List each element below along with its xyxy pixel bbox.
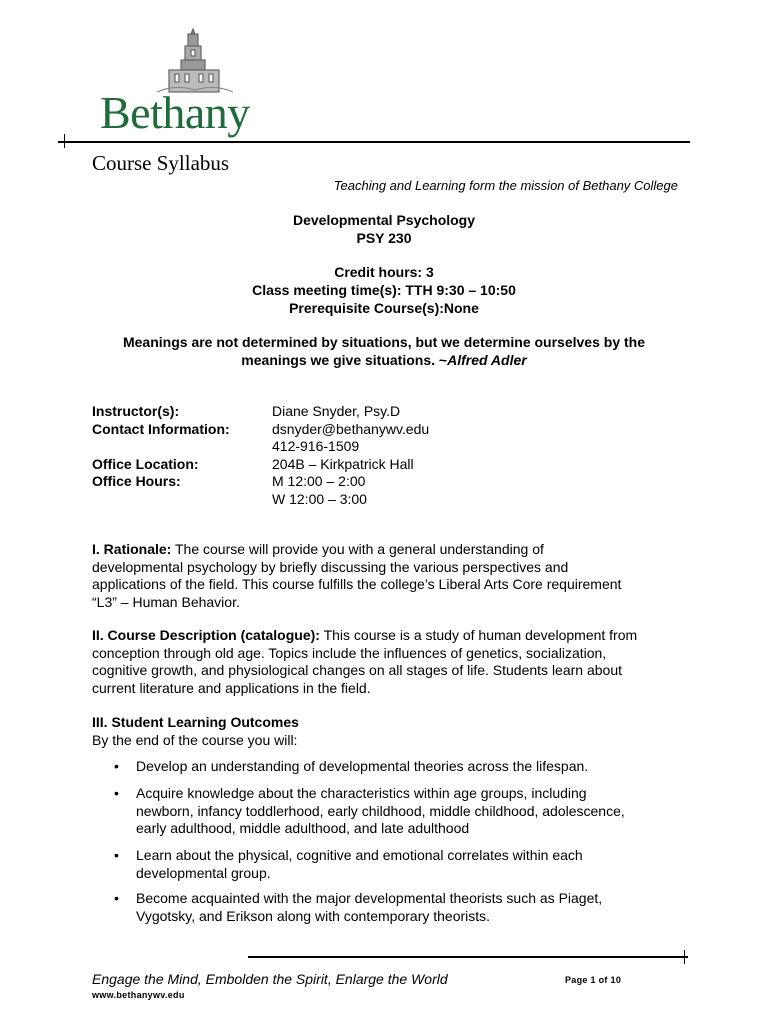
info-label [92, 491, 272, 509]
list-item [92, 847, 583, 882]
header-divider [58, 141, 690, 143]
info-label: Contact Information: [92, 420, 230, 437]
info-value: M 12:00 – 2:00 [272, 473, 366, 489]
rationale-line: “L3” – Human Behavior. [92, 593, 240, 610]
list-item-line: Develop an understanding of developmental theories across the lifespan. [136, 758, 589, 774]
outcomes-heading: III. Student Learning Outcomes [92, 714, 299, 730]
description-line: cognitive growth, and physiological changes on all stages of life. Students learn about [92, 662, 623, 678]
description-heading: II. Course Description (catalogue): [92, 627, 320, 643]
rationale-heading: I. Rationale: [92, 541, 172, 557]
list-item [92, 785, 625, 838]
list-item [92, 758, 588, 776]
info-row [92, 438, 429, 456]
description-line: This course is a study of human development from [319, 627, 638, 643]
bullet-icon: • [114, 847, 119, 863]
bullet-icon: • [114, 890, 119, 906]
outcomes-section [92, 714, 688, 749]
course-code: PSY 230 [356, 230, 412, 246]
info-row [92, 421, 429, 439]
rationale-line: The course will provide you with a general understanding of [171, 541, 544, 557]
footer-motto: Engage the Mind, Embolden the Spirit, Enlarge the World [92, 971, 448, 987]
info-value: 204B – Kirkpatrick Hall [272, 455, 414, 472]
info-label: Office Hours: [92, 473, 181, 489]
footer-divider [248, 956, 688, 958]
quote-line-1: Meanings are not determined by situations, but we determine ourselves by the [122, 334, 645, 350]
list-item-line: Acquire knowledge about the characteristics within age groups, including [136, 785, 587, 801]
rationale-line: applications of the field. This course fulfills the college’s Liberal Arts Core requirement [92, 576, 622, 592]
footer-divider-tick [684, 950, 685, 964]
list-item [92, 890, 602, 925]
course-heading [92, 211, 676, 247]
course-name: Developmental Psychology [292, 212, 476, 228]
list-item-line: Learn about the physical, cognitive and emotional correlates within each [136, 847, 583, 863]
page-number: Page 1 of 10 [565, 975, 622, 985]
quote-author: Alfred Adler [447, 352, 527, 368]
info-label [92, 438, 272, 456]
bullet-icon: • [114, 785, 119, 801]
description-line: conception through old age. Topics include the influences of genetics, socialization, [92, 644, 607, 661]
list-item-line: Become acquainted with the major developmental theorists such as Piaget, [136, 890, 603, 906]
tagline: Teaching and Learning form the mission of Bethany College [333, 178, 678, 193]
meeting-time: Class meeting time(s): TTH 9:30 – 10:50 [252, 282, 516, 298]
footer-url[interactable]: www.bethanywv.edu [92, 990, 185, 1000]
course-details [92, 263, 676, 317]
quote-line-2: meanings we give situations. ~ [241, 352, 448, 368]
bethany-logo [95, 28, 295, 138]
description-section [92, 627, 688, 697]
outcomes-intro: By the end of the course you will: [92, 731, 298, 748]
info-row [92, 403, 429, 421]
page-title: Course Syllabus [92, 151, 230, 175]
list-item-line: developmental group. [136, 864, 271, 881]
info-row [92, 491, 429, 509]
info-value: W 12:00 – 3:00 [272, 490, 367, 507]
header-divider-tick [64, 134, 65, 148]
credit-hours: Credit hours: 3 [334, 264, 434, 280]
list-item-line: newborn, infancy toddlerhood, early childhood, middle childhood, adolescence, [136, 802, 625, 819]
list-item-line: early adulthood, middle adulthood, and late adulthood [136, 820, 470, 836]
bullet-icon: • [114, 758, 119, 774]
description-line: current literature and applications in the field. [92, 679, 371, 696]
rationale-section [92, 541, 688, 611]
instructor-phone: 412-916-1509 [272, 438, 360, 454]
instructor-info [92, 403, 429, 508]
adler-quote [92, 333, 676, 369]
info-label: Office Location: [92, 455, 199, 472]
info-row [92, 456, 429, 474]
prerequisite: Prerequisite Course(s):None [289, 300, 479, 316]
list-item-line: Vygotsky, and Erikson along with contemporary theorists. [136, 907, 491, 924]
info-row [92, 473, 429, 491]
instructor-email[interactable]: dsnyder@bethanywv.edu [272, 420, 430, 437]
rationale-line: developmental psychology by briefly discussing the various perspectives and [92, 558, 569, 575]
info-label: Instructor(s): [92, 403, 180, 419]
logo-wordmark: Bethany [100, 87, 250, 138]
info-value: Diane Snyder, Psy.D [272, 403, 401, 419]
